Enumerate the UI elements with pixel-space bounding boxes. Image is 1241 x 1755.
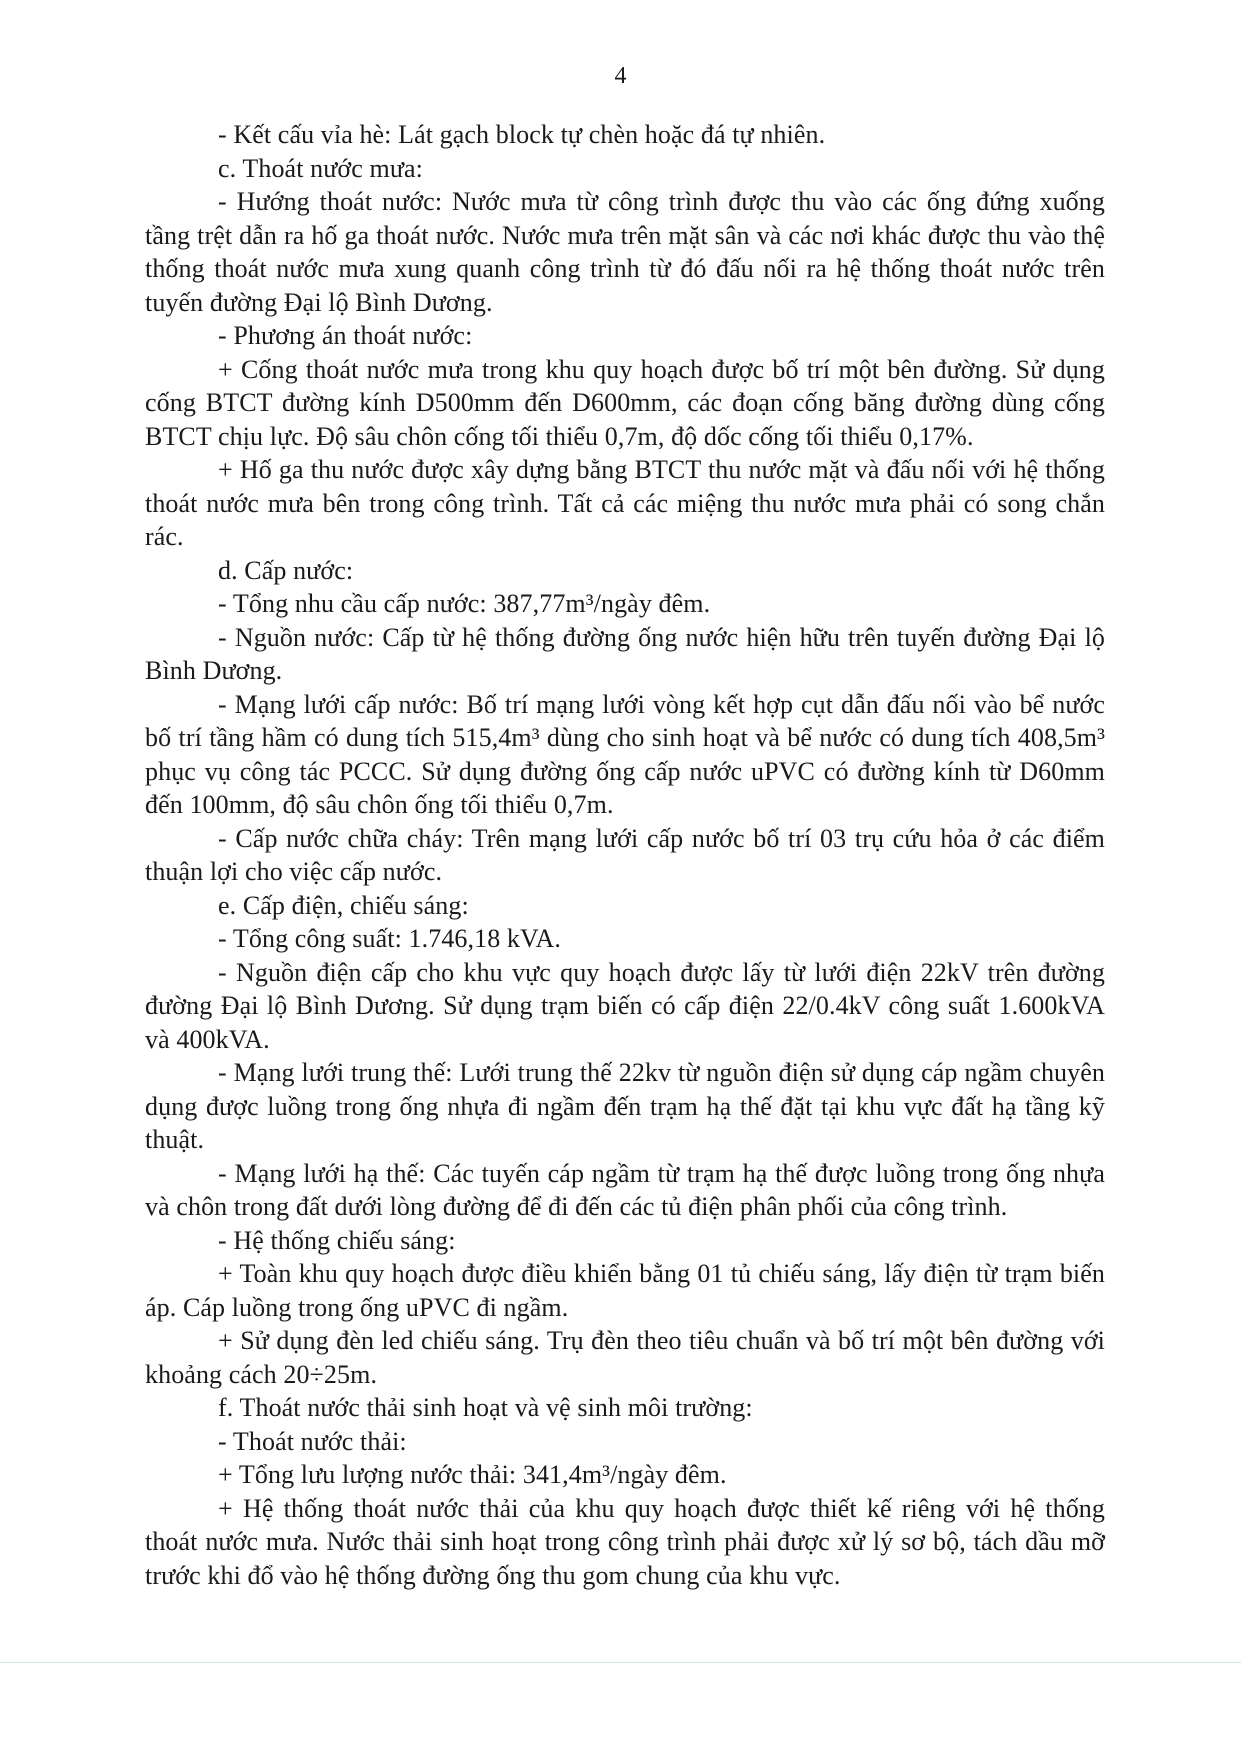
paragraph-water-source: - Nguồn nước: Cấp từ hệ thống đường ống nước hiện hữu trên tuyến đường Đại lộ Bình Dương. — [145, 622, 1105, 685]
paragraph-medium-voltage: - Mạng lưới trung thế: Lưới trung thế 22kv từ nguồn điện sử dụng cáp ngầm chuyên dụng được luồng trong ống nhựa đi ngầm đến trạm hạ thế đặt tại khu vực đất hạ tầng kỹ thuật. — [145, 1058, 1105, 1154]
heading-rainwater-drainage: c. Thoát nước mưa: — [218, 153, 423, 183]
document-body — [145, 118, 1105, 1592]
paragraph-low-voltage: - Mạng lưới hạ thế: Các tuyến cáp ngầm từ trạm hạ thế được luồng trong ống nhựa và chôn trong đất dưới lòng đường để đi đến các tủ điện phân phối của công trình. — [145, 1158, 1105, 1221]
heading-power-lighting: e. Cấp điện, chiếu sáng: — [218, 890, 469, 920]
paragraph-manholes: + Hố ga thu nước được xây dựng bằng BTCT thu nước mặt và đấu nối với hệ thống thoát nước mưa bên trong công trình. Tất cả các miệng thu nước mưa phải có song chắn rác. — [145, 455, 1105, 551]
paragraph-lighting-heading: - Hệ thống chiếu sáng: — [218, 1225, 456, 1255]
paragraph-power-source: - Nguồn điện cấp cho khu vực quy hoạch được lấy từ lưới điện 22kV trên đường đường Đại lộ Bình Dương. Sử dụng trạm biến có cấp điện 22/0.4kV công suất 1.600kVA và 400kVA. — [145, 957, 1105, 1054]
paragraph-drainage-culverts: + Cống thoát nước mưa trong khu quy hoạch được bố trí một bên đường. Sử dụng cống BTCT đường kính D500mm đến D600mm, các đoạn cống băng đường dùng cống BTCT chịu lực. Độ sâu chôn cống tối thiểu 0,7m, độ dốc cống tối thiểu 0,17%. — [145, 354, 1105, 451]
paragraph-drainage-plan-heading: - Phương án thoát nước: — [218, 321, 473, 350]
heading-wastewater-sanitation: f. Thoát nước thải sinh hoạt và vệ sinh môi trường: — [218, 1393, 753, 1422]
paragraph-wastewater-system: + Hệ thống thoát nước thải của khu quy hoạch được thiết kế riêng với hệ thống thoát nước mưa. Nước thải sinh hoạt trong công trình phải được xử lý sơ bộ, tách dầu mỡ trước khi đổ vào hệ thống đường ống thu gom chung của khu vực. — [145, 1493, 1105, 1590]
paragraph-total-water-demand: - Tổng nhu cầu cấp nước: 387,77m³/ngày đêm. — [218, 589, 711, 618]
paragraph-fire-water: - Cấp nước chữa cháy: Trên mạng lưới cấp nước bố trí 03 trụ cứu hỏa ở các điểm thuận lợi cho việc cấp nước. — [145, 823, 1105, 886]
paragraph-water-network: - Mạng lưới cấp nước: Bố trí mạng lưới vòng kết hợp cụt dẫn đấu nối vào bể nước bố trí tầng hầm có dung tích 515,4m³ dùng cho sinh hoạt và bể nước có dung tích 408,5m³ phục vụ công tác PCCC. Sử dụng đường ống cấp nước uPVC có đường kính từ D60mm đến 100mm, độ sâu chôn ống tối thiểu 0,7m. — [145, 689, 1105, 819]
paragraph-drainage-direction: - Hướng thoát nước: Nước mưa từ công trình được thu vào các ống đứng xuống tầng trệt dẫn ra hố ga thoát nước. Nước mưa trên mặt sân và các nơi khác được thu vào thệ thống thoát nước mưa xung quanh công trình từ đó đấu nối ra hệ thống thoát nước trên tuyến đường Đại lộ Bình Dương. — [145, 187, 1105, 317]
page-number: 4 — [614, 63, 627, 89]
paragraph-wastewater-flow: + Tổng lưu lượng nước thải: 341,4m³/ngày đêm. — [218, 1460, 727, 1489]
paragraph-total-power: - Tổng công suất: 1.746,18 kVA. — [218, 924, 562, 953]
heading-water-supply: d. Cấp nước: — [218, 555, 354, 585]
paragraph-led-lighting: + Sử dụng đèn led chiếu sáng. Trụ đèn theo tiêu chuẩn và bố trí một bên đường với khoảng cách 20÷25m. — [145, 1326, 1105, 1389]
scan-edge-line — [0, 1662, 1241, 1663]
paragraph-lighting-control: + Toàn khu quy hoạch được điều khiển bằng 01 tủ chiếu sáng, lấy điện từ trạm biến áp. Cáp luồng trong ống uPVC đi ngầm. — [145, 1259, 1105, 1322]
paragraph-sidewalk-structure: - Kết cấu vỉa hè: Lát gạch block tự chèn hoặc đá tự nhiên. — [218, 120, 826, 149]
paragraph-wastewater-heading: - Thoát nước thải: — [218, 1426, 407, 1456]
